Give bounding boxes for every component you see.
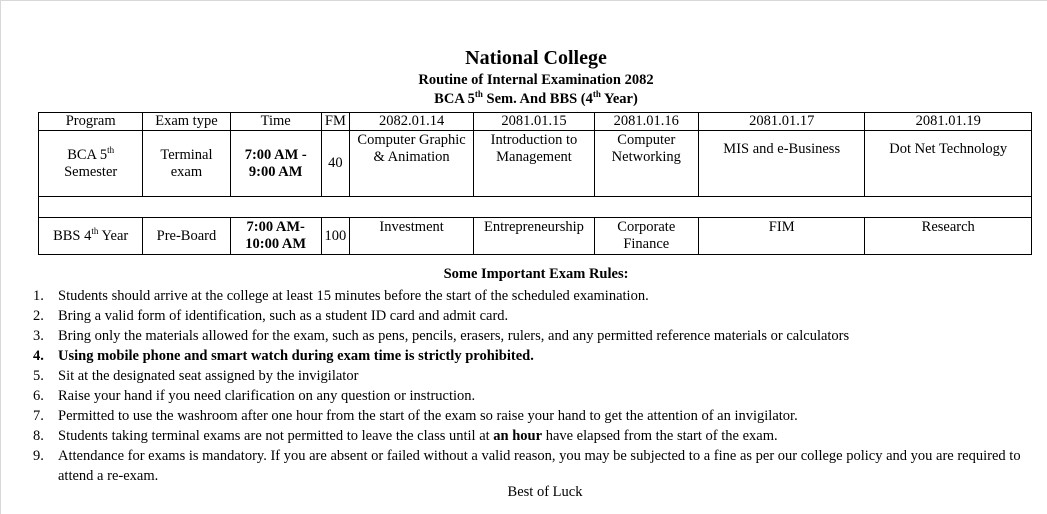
table-row-bca (39, 131, 1032, 197)
page-top-border (0, 0, 1047, 5)
rules-title: Some Important Exam Rules: (443, 266, 629, 282)
subject-cell: Investment (349, 218, 473, 255)
fm-cell: 40 (321, 131, 349, 197)
header-cell: Time (230, 113, 321, 131)
closing-text: Best of Luck (507, 484, 583, 500)
spacer-cell (39, 197, 1032, 218)
header-cell: 2081.01.17 (698, 113, 865, 131)
header-cell: 2082.01.14 (349, 113, 473, 131)
time-cell: 7:00 AM - 9:00 AM (230, 131, 321, 197)
list-item: 7. Permitted to use the washroom after one hour from the start of the exam so raise your hand to get the attention of an invigilator. (33, 408, 798, 424)
subject-cell: MIS and e-Business (698, 131, 865, 197)
program-cell: BBS 4th Year (39, 218, 143, 255)
list-item: 4. Using mobile phone and smart watch during exam time is strictly prohibited. (33, 348, 534, 364)
header-cell: 2081.01.16 (594, 113, 698, 131)
subject-cell: Research (865, 218, 1032, 255)
table-header-row (39, 113, 1032, 131)
subject-cell: Entrepreneurship (474, 218, 594, 255)
header-cell: Program (39, 113, 143, 131)
header-cell: 2081.01.15 (474, 113, 594, 131)
exam-type-cell: Terminal exam (143, 131, 230, 197)
table-spacer-row (39, 197, 1032, 218)
list-item: 5. Sit at the designated seat assigned by the invigilator (33, 368, 359, 384)
list-item: 6. Raise your hand if you need clarification on any question or instruction. (33, 388, 476, 404)
program-cell: BCA 5th Semester (39, 131, 143, 197)
time-cell: 7:00 AM- 10:00 AM (230, 218, 321, 255)
subject-cell: Computer Graphic & Animation (349, 131, 473, 197)
subject-cell: Dot Net Technology (865, 131, 1032, 197)
college-name: National College (465, 47, 607, 69)
list-item: 8. Students taking terminal exams are not permitted to leave the class until at an hour have elapsed from the start of the exam. (33, 428, 778, 444)
header-cell: FM (321, 113, 349, 131)
subject-cell: Computer Networking (594, 131, 698, 197)
fm-cell: 100 (321, 218, 349, 255)
exam-type-cell: Pre-Board (143, 218, 230, 255)
list-item: 2. Bring a valid form of identification, such as a student ID card and admit card. (33, 308, 509, 324)
routine-title: Routine of Internal Examination 2082 (418, 72, 654, 88)
list-item: 1. Students should arrive at the college at least 15 minutes before the start of the scheduled examination. (33, 288, 649, 304)
subject-cell: Corporate Finance (594, 218, 698, 255)
list-item: 9. Attendance for exams is mandatory. If you are absent or failed without a valid reason, you may be subjected to a fine as per our college policy and you are required to attend a re-exam. (33, 448, 1021, 484)
list-item: 3. Bring only the materials allowed for the exam, such as pens, pencils, erasers, rulers, and any permitted reference materials or calculators (33, 328, 850, 344)
table-row-bbs (39, 218, 1032, 255)
header-cell: Exam type (143, 113, 230, 131)
subject-cell: FIM (698, 218, 865, 255)
programs-line: BCA 5th Sem. And BBS (4th Year) (434, 89, 638, 107)
header-cell: 2081.01.19 (865, 113, 1032, 131)
subject-cell: Introduction to Management (474, 131, 594, 197)
routine-table (38, 112, 1032, 255)
rules-list (0, 286, 1040, 486)
